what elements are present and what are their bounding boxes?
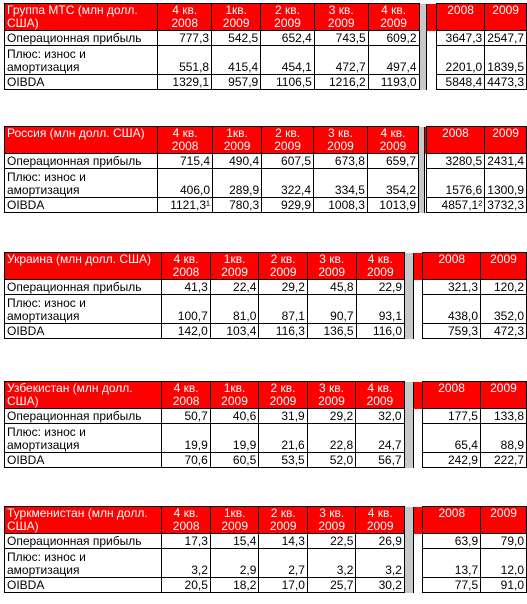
quarter-value: 490,4 [213,154,262,169]
year-value: 12,0 [481,549,527,578]
column-separator [405,324,414,339]
quarter-value: 472,7 [314,46,368,75]
year-value: 88,9 [480,424,526,453]
year-header: 2008 [423,253,481,280]
quarter-value: 14,3 [259,534,308,549]
quarter-value: 334,5 [314,169,368,198]
year-value: 2201,0 [436,46,484,75]
quarter-header: 4 кв. 2009 [367,127,418,154]
table-row [5,295,527,324]
quarter-value: 743,5 [314,31,368,46]
row-label: OIBDA [5,578,162,593]
spacer [426,75,436,90]
quarter-value: 673,8 [314,154,368,169]
quarter-value: 777,3 [158,31,212,46]
year-value: 4473,3 [485,75,527,90]
table-header-row [5,127,527,154]
year-value: 91,0 [481,578,527,593]
quarter-value: 497,4 [368,46,419,75]
quarter-value: 26,9 [356,534,405,549]
quarter-value: 354,2 [367,169,418,198]
year-value: 2547,7 [485,31,527,46]
year-value: 177,5 [423,409,481,424]
quarter-value: 50,7 [162,409,210,424]
quarter-value: 56,7 [356,453,404,468]
quarter-value: 1216,2 [314,75,368,90]
quarter-header: 1кв. 2009 [210,507,259,534]
quarter-header: 1кв. 2009 [212,4,261,31]
quarter-value: 3,2 [356,549,405,578]
row-label: Операционная прибыль [5,534,162,549]
quarter-header: 4 кв. 2009 [356,507,405,534]
year-value: 77,5 [423,578,481,593]
spacer [426,4,436,31]
quarter-header: 4 кв. 2008 [162,507,211,534]
quarter-value: 100,7 [162,295,211,324]
row-label: OIBDA [5,75,158,90]
quarter-value: 1193,0 [368,75,419,90]
quarter-value: 17,0 [259,578,308,593]
quarter-value: 40,6 [210,409,258,424]
row-label: Плюс: износ и амортизация [5,424,162,453]
quarter-header: 3 кв. 2009 [307,382,355,409]
year-value: 472,3 [481,324,527,339]
quarter-value: 53,5 [259,453,307,468]
quarter-value: 542,5 [212,31,261,46]
quarter-value: 21,6 [259,424,307,453]
table-header-row [5,507,527,534]
quarter-value: 93,1 [356,295,405,324]
year-value: 438,0 [423,295,481,324]
table-header-row [5,4,527,31]
table-title: Узбекистан (млн долл. США) [5,382,162,409]
quarter-header: 2 кв. 2009 [259,382,307,409]
row-label: OIBDA [5,198,158,213]
table-row [5,198,527,213]
quarter-value: 19,9 [210,424,258,453]
column-separator [419,31,426,46]
quarter-value: 29,2 [307,409,355,424]
quarter-header: 4 кв. 2009 [356,382,404,409]
column-separator [404,453,413,468]
year-value: 133,8 [480,409,526,424]
quarter-header: 4 кв. 2009 [368,4,419,31]
quarter-value: 715,4 [158,154,213,169]
quarter-value: 929,9 [262,198,314,213]
spacer [414,253,423,280]
quarter-value: 19,9 [162,424,210,453]
table-uzbekistan [4,381,527,468]
quarter-value: 22,4 [210,280,259,295]
row-label: Плюс: износ и амортизация [5,295,162,324]
quarter-header: 1кв. 2009 [210,253,259,280]
table-row [5,75,527,90]
quarter-header: 3 кв. 2009 [307,507,356,534]
table-title: Группа МТС (млн долл. США) [5,4,158,31]
quarter-header: 3 кв. 2009 [307,253,356,280]
quarter-value: 136,5 [307,324,356,339]
table-row [5,46,527,75]
year-value: 4857,1² [426,198,485,213]
row-label: OIBDA [5,453,162,468]
quarter-value: 60,5 [210,453,258,468]
quarter-value: 17,3 [162,534,211,549]
quarter-value: 659,7 [367,154,418,169]
quarter-value: 551,8 [158,46,212,75]
table-row [5,578,527,593]
quarter-header: 2 кв. 2009 [262,127,314,154]
year-value: 242,9 [423,453,481,468]
quarter-value: 1008,3 [314,198,368,213]
year-value: 222,7 [480,453,526,468]
table-row [5,409,527,424]
year-header: 2008 [436,4,484,31]
quarter-value: 142,0 [162,324,211,339]
spacer [426,31,436,46]
quarter-value: 45,8 [307,280,356,295]
quarter-header: 4 кв. 2008 [162,382,210,409]
spacer [414,549,423,578]
table-row [5,154,527,169]
column-separator [419,75,426,90]
row-label: Плюс: износ и амортизация [5,169,158,198]
quarter-value: 81,0 [210,295,259,324]
quarter-header: 4 кв. 2008 [158,4,212,31]
quarter-value: 87,1 [259,295,308,324]
year-value: 65,4 [423,424,481,453]
quarter-value: 406,0 [158,169,213,198]
quarter-value: 116,3 [259,324,308,339]
quarter-header: 1кв. 2009 [213,127,262,154]
year-value: 63,9 [423,534,481,549]
quarter-value: 957,9 [212,75,261,90]
year-value: 1300,9 [485,169,527,198]
year-value: 3732,3 [485,198,527,213]
quarter-value: 780,3 [213,198,262,213]
column-separator [404,578,413,593]
column-separator [404,507,413,534]
quarter-value: 609,2 [368,31,419,46]
spacer [413,382,422,409]
table-row [5,280,527,295]
table-row [5,534,527,549]
spacer [414,578,423,593]
row-label: Операционная прибыль [5,409,162,424]
quarter-header: 1кв. 2009 [210,382,258,409]
quarter-value: 22,8 [307,424,355,453]
table-header-row [5,382,527,409]
row-label: Плюс: износ и амортизация [5,46,158,75]
year-value: 1576,6 [426,169,485,198]
table-row [5,453,527,468]
column-separator [419,46,426,75]
quarter-value: 30,2 [356,578,405,593]
table-title: Россия (млн долл. США) [5,127,158,154]
year-value: 120,2 [481,280,527,295]
quarter-value: 24,7 [356,424,404,453]
quarter-header: 2 кв. 2009 [259,253,308,280]
quarter-value: 20,5 [162,578,211,593]
table-row [5,31,527,46]
quarter-value: 2,7 [259,549,308,578]
quarter-value: 29,2 [259,280,308,295]
column-separator [404,382,413,409]
quarter-value: 52,0 [307,453,355,468]
quarter-header: 4 кв. 2008 [158,127,213,154]
column-separator [404,534,413,549]
column-separator [404,409,413,424]
column-separator [419,4,426,31]
quarter-value: 31,9 [259,409,307,424]
year-value: 1839,5 [485,46,527,75]
table-turkmenistan [4,506,527,593]
quarter-value: 1013,9 [367,198,418,213]
quarter-value: 116,0 [356,324,405,339]
column-separator [405,280,414,295]
quarter-value: 652,4 [261,31,315,46]
row-label: OIBDA [5,324,162,339]
year-header: 2009 [480,382,526,409]
year-header: 2008 [423,507,481,534]
year-value: 3280,5 [426,154,485,169]
quarter-value: 289,9 [213,169,262,198]
spacer [414,534,423,549]
quarter-value: 41,3 [162,280,211,295]
year-value: 321,3 [423,280,481,295]
quarter-value: 22,9 [356,280,405,295]
quarter-value: 25,7 [307,578,356,593]
quarter-value: 15,4 [210,534,259,549]
spacer [414,280,423,295]
quarter-value: 1329,1 [158,75,212,90]
table-header-row [5,253,527,280]
quarter-value: 1106,5 [261,75,315,90]
spacer [413,453,422,468]
spacer [414,507,423,534]
table-title: Туркменистан (млн долл. США) [5,507,162,534]
quarter-value: 3,2 [162,549,211,578]
table-row [5,424,527,453]
spacer [426,46,436,75]
year-header: 2008 [426,127,485,154]
quarter-value: 90,7 [307,295,356,324]
year-header: 2008 [423,382,481,409]
row-label: Операционная прибыль [5,154,158,169]
year-header: 2009 [481,253,527,280]
quarter-header: 4 кв. 2008 [162,253,211,280]
row-label: Операционная прибыль [5,31,158,46]
quarter-value: 1121,3¹ [158,198,213,213]
quarter-value: 607,5 [262,154,314,169]
quarter-value: 103,4 [210,324,259,339]
table-russia [4,126,527,213]
column-separator [404,424,413,453]
quarter-value: 18,2 [210,578,259,593]
spacer [413,424,422,453]
quarter-value: 32,0 [356,409,404,424]
table-ukraine [4,252,527,339]
quarter-header: 3 кв. 2009 [314,4,368,31]
column-separator [405,295,414,324]
spacer [414,324,423,339]
quarter-value: 70,6 [162,453,210,468]
spacer [413,409,422,424]
table-mts-group [4,3,527,90]
quarter-value: 454,1 [261,46,315,75]
column-separator [404,549,413,578]
year-value: 759,3 [423,324,481,339]
year-value: 13,7 [423,549,481,578]
table-title: Украина (млн долл. США) [5,253,162,280]
quarter-value: 22,5 [307,534,356,549]
spacer [414,295,423,324]
year-value: 5848,4 [436,75,484,90]
quarter-header: 2 кв. 2009 [259,507,308,534]
quarter-header: 3 кв. 2009 [314,127,368,154]
quarter-value: 322,4 [262,169,314,198]
table-row [5,169,527,198]
table-row [5,324,527,339]
quarter-value: 2,9 [210,549,259,578]
year-value: 352,0 [481,295,527,324]
year-header: 2009 [481,507,527,534]
year-value: 3647,3 [436,31,484,46]
year-value: 79,0 [481,534,527,549]
column-separator [405,253,414,280]
year-header: 2009 [485,4,527,31]
table-row [5,549,527,578]
year-value: 2431,4 [485,154,527,169]
quarter-value: 3,2 [307,549,356,578]
quarter-header: 4 кв. 2009 [356,253,405,280]
quarter-header: 2 кв. 2009 [261,4,315,31]
row-label: Плюс: износ и амортизация [5,549,162,578]
year-header: 2009 [485,127,527,154]
row-label: Операционная прибыль [5,280,162,295]
quarter-value: 415,4 [212,46,261,75]
